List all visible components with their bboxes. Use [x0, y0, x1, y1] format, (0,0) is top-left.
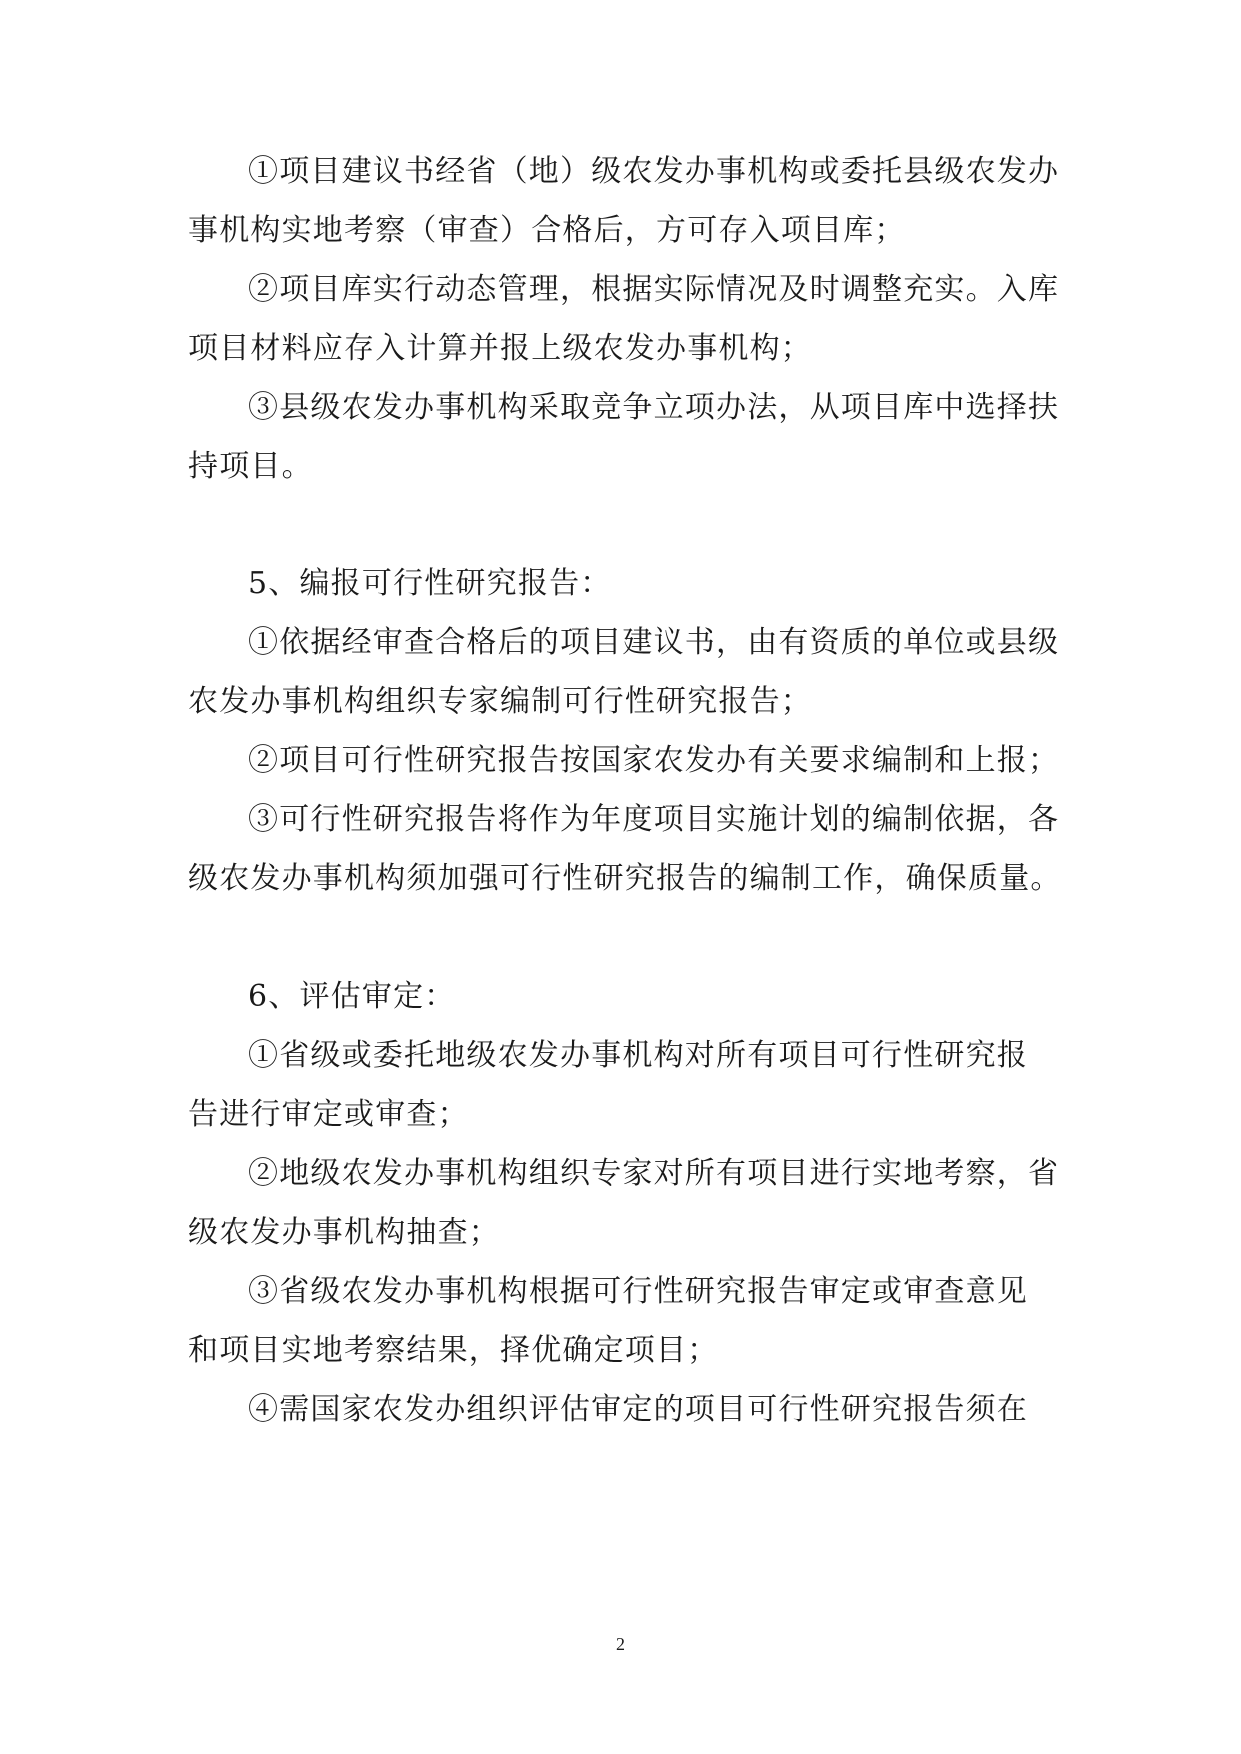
paragraph-line: ①项目建议书经省（地）级农发办事机构或委托县级农发办: [248, 154, 1060, 189]
paragraph-line: ①依据经审查合格后的项目建议书，由有资质的单位或县级: [248, 625, 1060, 660]
paragraph-line: ①省级或委托地级农发办事机构对所有项目可行性研究报: [248, 1038, 1028, 1073]
paragraph-line: ②项目可行性研究报告按国家农发办有关要求编制和上报；: [248, 743, 1060, 778]
paragraph-line: ③省级农发办事机构根据可行性研究报告审定或审查意见: [248, 1274, 1028, 1309]
paragraph-line: ②地级农发办事机构组织专家对所有项目进行实地考察，省: [248, 1156, 1060, 1191]
paragraph-line: ②项目库实行动态管理，根据实际情况及时调整充实。入库: [248, 272, 1060, 307]
paragraph-line: 持项目。: [188, 449, 313, 484]
paragraph-line: 级农发办事机构抽查；: [188, 1215, 500, 1250]
paragraph-line: ④需国家农发办组织评估审定的项目可行性研究报告须在: [248, 1392, 1028, 1427]
page-number: 2: [616, 1634, 625, 1654]
paragraph-line: 告进行审定或审查；: [188, 1097, 469, 1132]
paragraph-line: ③县级农发办事机构采取竞争立项办法，从项目库中选择扶: [248, 390, 1060, 425]
paragraph-line: 事机构实地考察（审查）合格后，方可存入项目库；: [188, 213, 906, 248]
paragraph-line: 级农发办事机构须加强可行性研究报告的编制工作，确保质量。: [188, 861, 1062, 896]
paragraph-line: 和项目实地考察结果，择优确定项目；: [188, 1333, 719, 1368]
paragraph-line: 农发办事机构组织专家编制可行性研究报告；: [188, 684, 812, 719]
section-heading: 6、评估审定：: [248, 979, 456, 1014]
section-heading: 5、编报可行性研究报告：: [248, 566, 612, 601]
paragraph-line: ③可行性研究报告将作为年度项目实施计划的编制依据，各: [248, 802, 1060, 837]
paragraph-line: 项目材料应存入计算并报上级农发办事机构；: [188, 331, 812, 366]
